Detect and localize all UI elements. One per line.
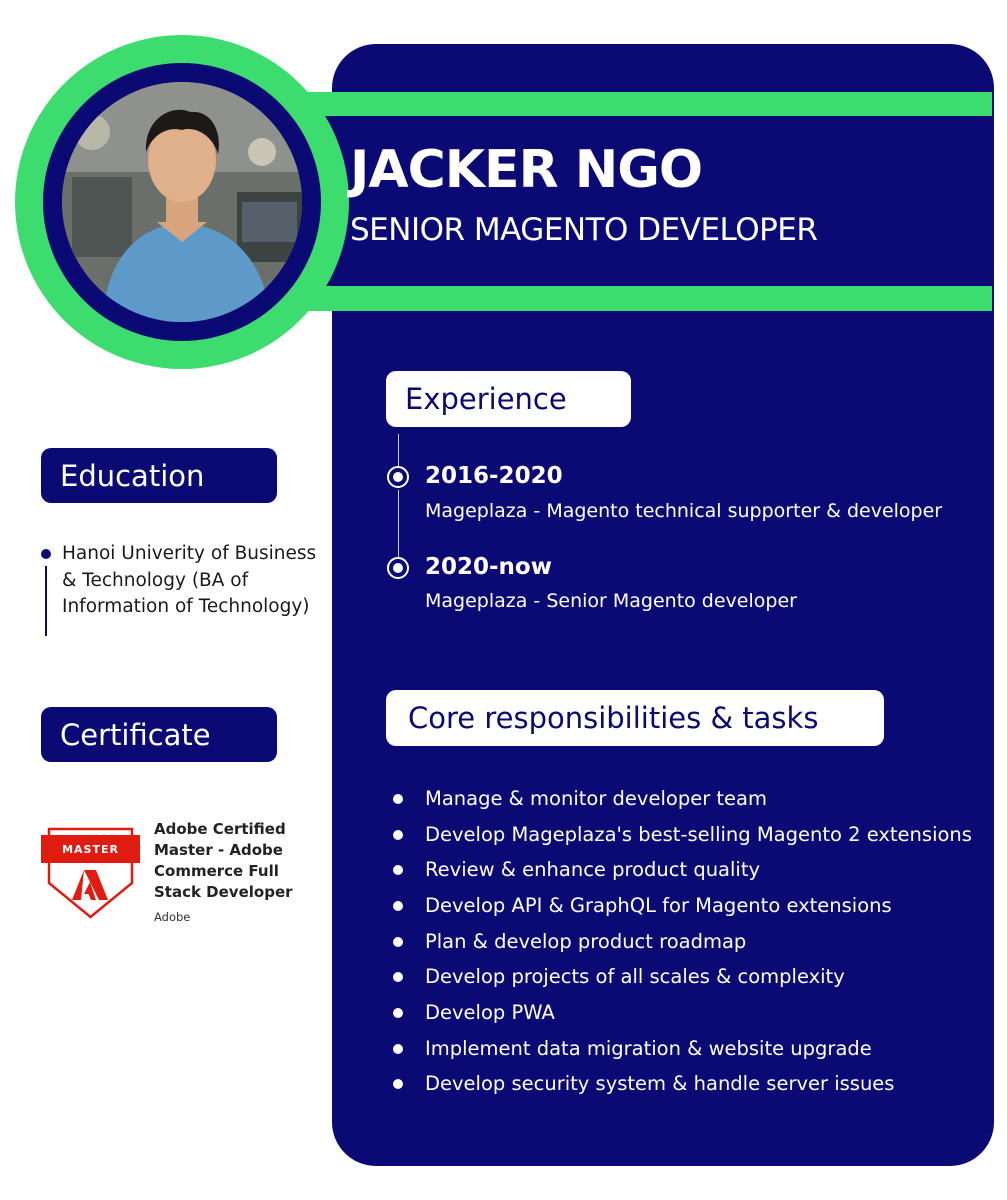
task-text: Plan & develop product roadmap [425, 930, 747, 953]
certificate-heading: Certificate [41, 707, 277, 762]
person-role: SENIOR MAGENTO DEVELOPER [350, 212, 818, 248]
task-text: Manage & monitor developer team [425, 787, 767, 810]
experience-years: 2020-now [425, 554, 552, 580]
experience-description: Mageplaza - Senior Magento developer [425, 590, 797, 612]
responsibilities-heading: Core responsibilities & tasks [386, 690, 884, 746]
list-item [393, 894, 892, 917]
certificate-title: Adobe Certified Master - Adobe Commerce Full Stack Developer [154, 820, 293, 901]
bullet-icon [393, 1008, 403, 1018]
timeline-line [398, 434, 399, 466]
task-text: Develop PWA [425, 1001, 555, 1024]
task-text: Develop Mageplaza's best-selling Magento 2 extensions [425, 823, 972, 846]
bullet-icon [393, 794, 403, 804]
experience-heading: Experience [386, 371, 631, 427]
timeline-dot-icon [387, 466, 409, 488]
list-item [393, 858, 760, 881]
task-text: Develop security system & handle server issues [425, 1072, 895, 1095]
task-text: Review & enhance product quality [425, 858, 761, 881]
certificate-issuer: Adobe [154, 910, 191, 924]
task-text: Develop projects of all scales & complexity [425, 965, 845, 988]
list-item [393, 965, 845, 988]
experience-description: Mageplaza - Magento technical supporter & developer [425, 500, 943, 522]
education-line [45, 566, 47, 636]
bullet-icon [393, 972, 403, 982]
certificate-badge [41, 819, 140, 923]
education-heading: Education [41, 448, 277, 503]
list-item [393, 1001, 555, 1024]
list-item [393, 930, 746, 953]
education-entry: Hanoi Univerity of Business & Technology (BA of Information of Technology) [62, 543, 317, 617]
bullet-icon [393, 830, 403, 840]
list-item [393, 1072, 894, 1095]
bullet-icon [393, 1079, 403, 1089]
task-text: Implement data migration & website upgrade [425, 1037, 872, 1060]
timeline-line [398, 490, 399, 558]
adobe-logo-icon [72, 870, 108, 900]
list-item [393, 787, 767, 810]
bullet-icon [393, 937, 403, 947]
task-text: Develop API & GraphQL for Magento extensions [425, 894, 892, 917]
person-name: JACKER NGO [350, 140, 703, 200]
bullet-icon [41, 549, 51, 559]
bullet-icon [393, 865, 403, 875]
list-item [393, 823, 972, 846]
badge-label: MASTER [62, 842, 119, 856]
timeline-dot-icon [387, 557, 409, 579]
avatar [62, 82, 302, 322]
list-item [393, 1037, 872, 1060]
bullet-icon [393, 901, 403, 911]
experience-years: 2016-2020 [425, 463, 563, 489]
bullet-icon [393, 1044, 403, 1054]
